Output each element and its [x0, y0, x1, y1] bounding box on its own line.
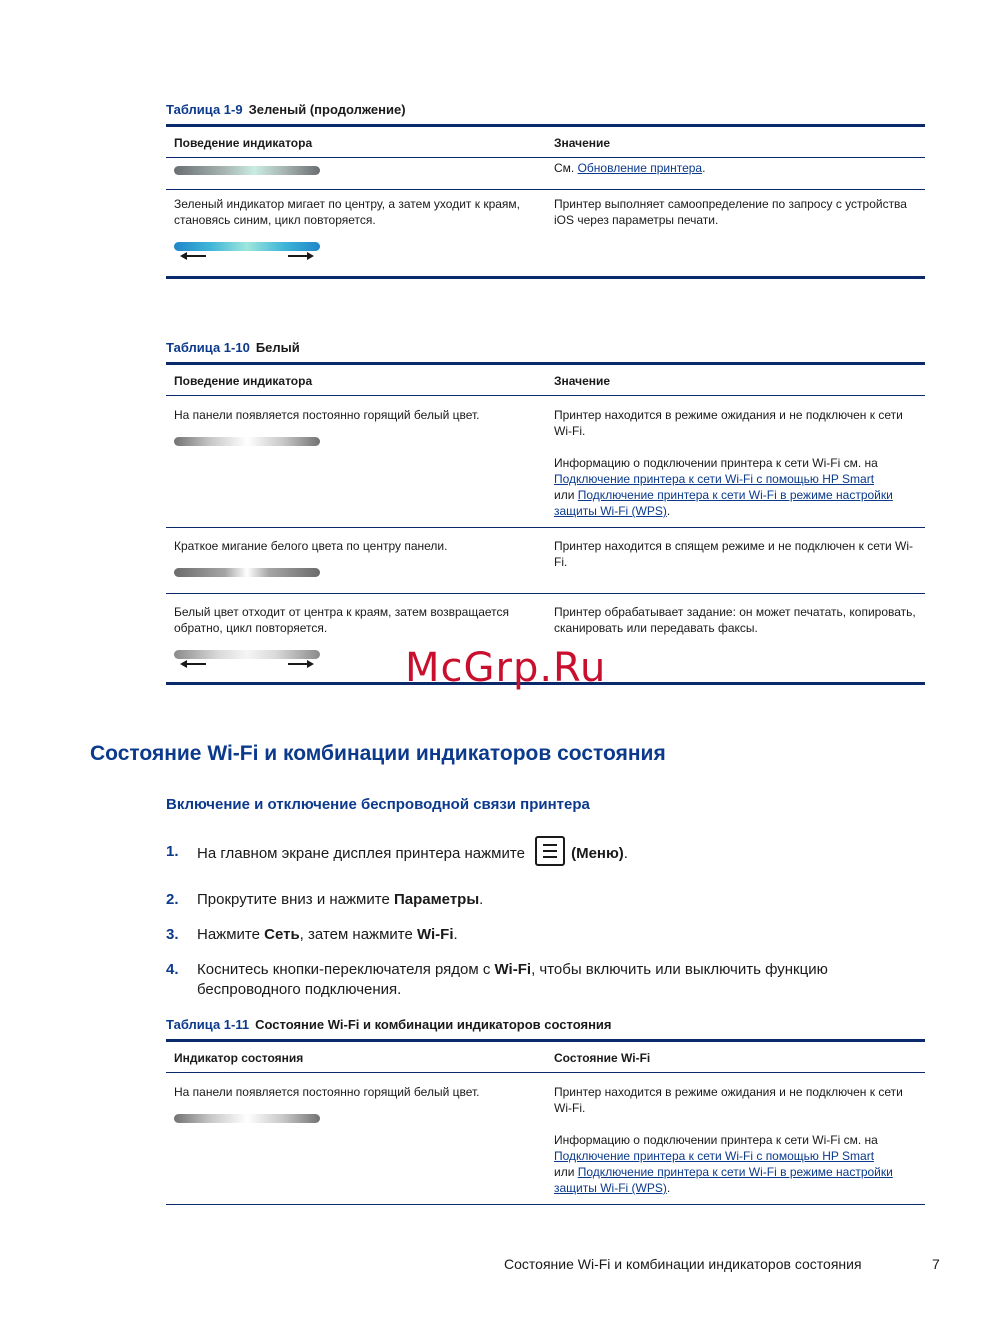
- table-10-row1-meaning-p1: Принтер находится в режиме ожидания и не подключен к сети Wi-Fi.: [554, 408, 903, 438]
- table-10-row1-suffix: .: [666, 504, 671, 518]
- table-10-row3-meaning: Принтер обрабатывает задание: он может печатать, копировать, сканировать или передавать факсы.: [554, 605, 916, 635]
- green-indicator-bar: [174, 166, 320, 175]
- hp-smart-connect-link[interactable]: Подключение принтера к сети Wi-Fi с помощью HP Smart: [554, 1149, 875, 1163]
- white-indicator-bar: [174, 437, 320, 446]
- table-11-header-indicator: Индикатор состояния: [166, 1041, 546, 1073]
- step-bold: Wi-Fi: [494, 961, 532, 978]
- table-10-header-meaning: Значение: [546, 364, 925, 396]
- table-10: [166, 362, 925, 685]
- table-11-caption: [166, 1017, 612, 1032]
- step-number: 4.: [166, 961, 179, 978]
- table-9-header-behavior: Поведение индикатора: [166, 126, 546, 158]
- table-9: [166, 124, 925, 279]
- table-9-row2-behavior: Зеленый индикатор мигает по центру, а затем уходит к краям, становясь синим, цикл повторяется.: [174, 197, 520, 227]
- table-row: [166, 396, 925, 528]
- step-bold: Параметры: [393, 891, 480, 908]
- step-bold: Сеть: [264, 926, 300, 943]
- table-row: [166, 190, 925, 278]
- table-11-row1-or: или: [554, 1165, 575, 1179]
- page-number: 7: [932, 1256, 940, 1272]
- green-blue-indicator-bar: [174, 242, 320, 251]
- indicator-arrows: [174, 660, 320, 668]
- table-9-row1-prefix: См.: [554, 161, 578, 175]
- step-number: 2.: [166, 891, 179, 908]
- table-9-caption-label: Таблица 1-9: [166, 102, 243, 117]
- subsection-title: Включение и отключение беспроводной связи принтера: [166, 796, 590, 813]
- table-row: [166, 528, 925, 594]
- table-9-row2-meaning: Принтер выполняет самоопределение по запросу с устройства iOS через параметры печати.: [554, 197, 907, 227]
- step-text: На главном экране дисплея принтера нажмите: [197, 844, 525, 862]
- step-punct: .: [453, 926, 458, 943]
- table-9-header-meaning: Значение: [546, 126, 925, 158]
- step-text: Нажмите: [197, 926, 265, 943]
- step-bold: (Меню): [571, 844, 624, 862]
- step-number: 1.: [166, 843, 179, 860]
- footer-title: Состояние Wi-Fi и комбинации индикаторов состояния: [504, 1256, 862, 1272]
- table-11-header-wifi-state: Состояние Wi-Fi: [546, 1041, 925, 1073]
- step-text: Коснитесь кнопки-переключателя рядом с: [197, 961, 495, 978]
- wps-connect-link[interactable]: Подключение принтера к сети Wi-Fi в режиме настройки защиты Wi-Fi (WPS): [554, 488, 893, 518]
- arrow-right-icon: [288, 660, 314, 668]
- white-edges-indicator-bar: [174, 650, 320, 659]
- wps-connect-link[interactable]: Подключение принтера к сети Wi-Fi в режиме настройки защиты Wi-Fi (WPS): [554, 1165, 893, 1195]
- table-11-caption-label: Таблица 1-11: [166, 1017, 250, 1032]
- table-row: [166, 1073, 925, 1205]
- step-number: 3.: [166, 926, 179, 943]
- table-10-caption-title: Белый: [255, 340, 300, 355]
- table-10-caption: [166, 340, 300, 355]
- table-9-caption: [166, 102, 406, 117]
- printer-update-link[interactable]: Обновление принтера: [577, 161, 703, 175]
- white-center-indicator-bar: [174, 568, 320, 577]
- table-11-row1-suffix: .: [666, 1181, 671, 1195]
- section-title: Состояние Wi-Fi и комбинации индикаторов состояния: [90, 742, 666, 765]
- hp-smart-connect-link[interactable]: Подключение принтера к сети Wi-Fi с помощью HP Smart: [554, 472, 875, 486]
- step-punct: .: [623, 844, 628, 862]
- indicator-arrows: [174, 252, 320, 260]
- table-11-row1-meaning-p2: Информацию о подключении принтера к сети Wi-Fi см. на: [554, 1133, 878, 1147]
- table-10-row1-or: или: [554, 488, 575, 502]
- table-10-row3-behavior: Белый цвет отходит от центра к краям, затем возвращается обратно, цикл повторяется.: [174, 605, 510, 635]
- table-10-row1-behavior: На панели появляется постоянно горящий белый цвет.: [174, 408, 480, 422]
- table-10-row2-behavior: Краткое мигание белого цвета по центру панели.: [174, 539, 448, 553]
- step-1: [0, 842, 1000, 872]
- white-indicator-bar: [174, 1114, 320, 1123]
- table-10-header-behavior: Поведение индикатора: [166, 364, 546, 396]
- step-text: Прокрутите вниз и нажмите: [197, 891, 394, 908]
- table-10-caption-label: Таблица 1-10: [166, 340, 250, 355]
- step-bold: Wi-Fi: [416, 926, 454, 943]
- table-11-row1-behavior: На панели появляется постоянно горящий белый цвет.: [174, 1085, 480, 1099]
- watermark: McGrp.Ru: [405, 645, 607, 691]
- table-9-caption-title: Зеленый (продолжение): [248, 102, 406, 117]
- table-11-row1-meaning-p1: Принтер находится в режиме ожидания и не подключен к сети Wi-Fi.: [554, 1085, 903, 1115]
- arrow-right-icon: [288, 252, 314, 260]
- arrow-left-icon: [180, 660, 206, 668]
- table-9-row1-suffix: .: [702, 161, 706, 175]
- table-row: [166, 158, 925, 190]
- menu-icon: [535, 836, 565, 866]
- table-10-row2-meaning: Принтер находится в спящем режиме и не подключен к сети Wi-Fi.: [554, 539, 914, 569]
- arrow-left-icon: [180, 252, 206, 260]
- step-punct: .: [479, 891, 484, 908]
- table-11-caption-title: Состояние Wi-Fi и комбинации индикаторов состояния: [255, 1017, 612, 1032]
- step-text: , чтобы включить или выключить функцию беспроводного подключения.: [197, 961, 828, 998]
- step-text: , затем нажмите: [299, 926, 417, 943]
- table-10-row1-meaning-p2: Информацию о подключении принтера к сети Wi-Fi см. на: [554, 456, 878, 470]
- table-11: [166, 1039, 925, 1205]
